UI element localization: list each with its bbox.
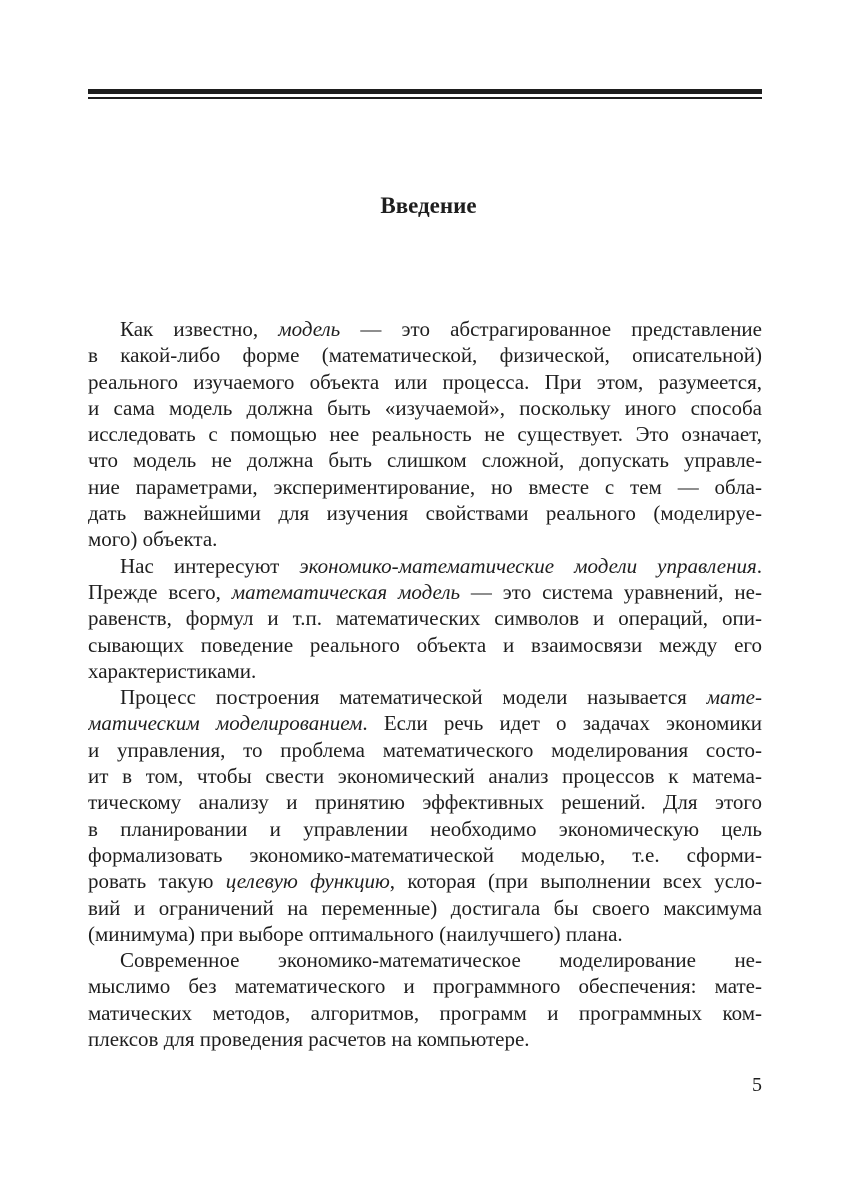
text-segment: ровать такую <box>88 869 226 894</box>
text-line <box>88 973 762 999</box>
text-segment: и сама модель должна быть «изучаемой», поскольку иного способа <box>88 395 762 420</box>
text-line <box>88 895 762 921</box>
italic-term: матическим моделированием <box>88 711 363 736</box>
text-segment: реального изучаемого объекта или процесса. При этом, разумеется, <box>88 369 762 394</box>
text-line <box>88 737 762 763</box>
page-number: 5 <box>752 1074 762 1096</box>
text-line <box>88 816 762 842</box>
text-segment: Современное экономико-математическое моделирование не- <box>120 948 762 973</box>
text-segment: вий и ограничений на переменные) достигала бы своего максимума <box>88 895 762 920</box>
text-segment: ит в том, чтобы свести экономический анализ процессов к матема- <box>88 764 762 789</box>
text-segment: мыслимо без математического и программного обеспечения: мате- <box>88 974 762 999</box>
italic-term: мате- <box>706 685 762 710</box>
text-line <box>88 658 762 684</box>
text-line <box>88 553 762 579</box>
text-line <box>88 579 762 605</box>
body-text <box>88 316 762 1052</box>
text-segment: характеристиками. <box>88 658 257 683</box>
text-line <box>88 316 762 342</box>
text-segment: и управления, то проблема математического моделирования состо- <box>88 737 762 762</box>
text-line <box>88 789 762 815</box>
text-line <box>88 947 762 973</box>
text-segment: (минимума) при выборе оптимального (наилучшего) плана. <box>88 921 623 946</box>
text-segment: . Если речь идет о задачах экономики <box>362 711 762 736</box>
text-segment: Прежде всего, <box>88 579 232 604</box>
text-segment: сывающих поведение реального объекта и взаимосвязи между его <box>88 632 762 657</box>
header-rule-thick <box>88 89 762 94</box>
text-segment: Как известно, <box>120 317 279 341</box>
text-segment: дать важнейшими для изучения свойствами реального (моделируе- <box>88 501 762 526</box>
text-segment: что модель не должна быть слишком сложной, допускать управле- <box>88 448 762 473</box>
text-line <box>88 605 762 631</box>
text-segment: — это система уравнений, не- <box>460 579 762 604</box>
text-segment: формализовать экономико-математической моделью, т.е. сформи- <box>88 842 762 867</box>
italic-term: модель <box>278 317 341 341</box>
paragraph <box>88 947 762 1052</box>
text-segment: . <box>756 553 762 578</box>
paragraph <box>88 684 762 947</box>
text-line <box>88 710 762 736</box>
paragraph <box>88 316 762 553</box>
text-line <box>88 1000 762 1026</box>
text-segment: исследовать с помощью нее реальность не существует. Это означает, <box>88 422 762 447</box>
text-line <box>88 632 762 658</box>
text-line <box>88 684 762 710</box>
italic-term: математическая модель <box>231 579 461 604</box>
text-line <box>88 526 762 552</box>
text-line <box>88 868 762 894</box>
text-segment: в планировании и управлении необходимо экономическую цель <box>88 816 762 841</box>
text-line <box>88 921 762 947</box>
text-line <box>88 500 762 526</box>
text-segment: равенств, формул и т.п. математических символов и операций, опи- <box>88 606 762 631</box>
italic-term: экономико-математические модели управления <box>299 553 757 578</box>
text-line <box>88 421 762 447</box>
italic-term: целевую функцию <box>225 869 390 894</box>
text-line <box>88 842 762 868</box>
text-segment: — это абстрагированное представление <box>340 317 762 341</box>
text-segment: тическому анализу и принятию эффективных решений. Для этого <box>88 790 762 815</box>
text-segment: ние параметрами, экспериментирование, но вместе с тем — обла- <box>88 474 762 499</box>
text-line <box>88 1026 762 1052</box>
text-line <box>88 474 762 500</box>
text-segment: , которая (при выполнении всех усло- <box>389 869 762 894</box>
text-segment: плексов для проведения расчетов на компьютере. <box>88 1027 530 1052</box>
paragraph <box>88 553 762 684</box>
text-line <box>88 369 762 395</box>
text-line <box>88 763 762 789</box>
header-rule-thin <box>88 97 762 99</box>
text-line <box>88 395 762 421</box>
text-segment: мого) объекта. <box>88 527 218 552</box>
page-title: Введение <box>380 193 477 218</box>
text-segment: Процесс построения математической модели называется <box>120 685 707 710</box>
text-line <box>88 447 762 473</box>
text-segment: матических методов, алгоритмов, программ и программных ком- <box>88 1000 762 1025</box>
text-line <box>88 342 762 368</box>
text-segment: в какой-либо форме (математической, физической, описательной) <box>88 343 762 368</box>
text-segment: Нас интересуют <box>120 553 300 578</box>
